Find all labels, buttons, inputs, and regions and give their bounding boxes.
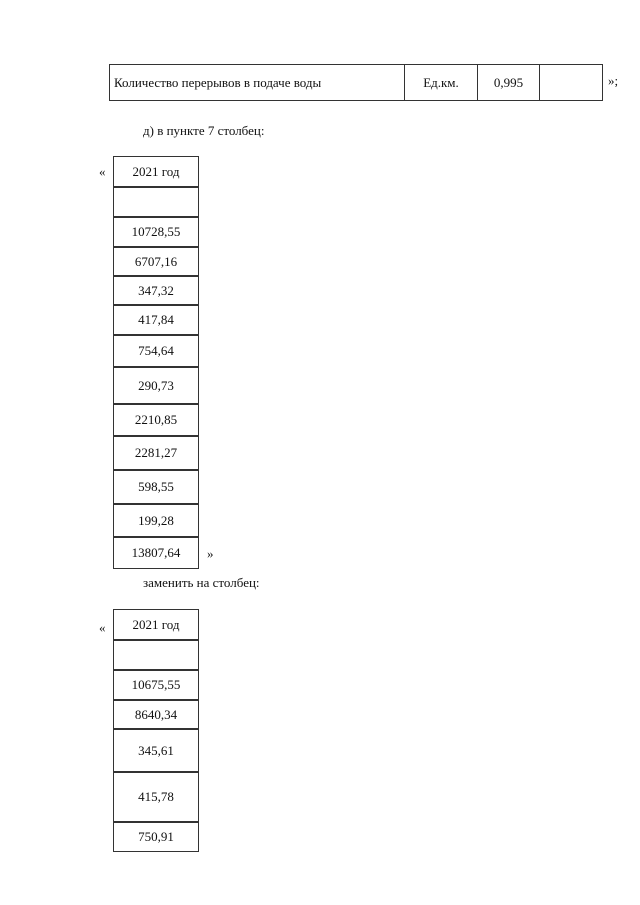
column-header: 2021 год xyxy=(132,163,180,179)
column-value: 417,84 xyxy=(138,312,174,327)
closing-quote: »; xyxy=(608,73,619,88)
column-value: 10675,55 xyxy=(131,677,181,692)
column-value-cell xyxy=(114,537,198,569)
column-value-cell xyxy=(114,729,198,772)
column-value: 347,32 xyxy=(138,282,174,298)
value-label: 0,995 xyxy=(493,74,524,90)
column-value-cell xyxy=(114,335,198,367)
column-value-cell xyxy=(114,367,198,404)
water-interruptions-row xyxy=(109,64,603,101)
old-column-close-quote: » xyxy=(207,546,214,561)
replace-instruction: заменить на столбец: xyxy=(143,575,260,590)
unit-label: Ед.км. xyxy=(423,74,459,90)
column-value: 290,73 xyxy=(138,377,174,393)
column-value-cell xyxy=(114,305,198,335)
column-header: 2021 год xyxy=(132,616,180,632)
column-value: 199,28 xyxy=(138,512,174,528)
column-value: 8640,34 xyxy=(134,706,178,722)
column-value: 345,61 xyxy=(138,742,174,758)
column-value-cell xyxy=(114,504,198,537)
column-header-cell xyxy=(114,609,198,640)
column-value-cell xyxy=(114,470,198,504)
value-cell xyxy=(478,65,540,100)
column-value-cell xyxy=(114,640,198,670)
column-value: 415,78 xyxy=(138,789,174,804)
column-value-cell xyxy=(114,436,198,470)
column-value: 13807,64 xyxy=(131,545,181,560)
row-label: Количество перерывов в подаче воды xyxy=(114,74,322,90)
column-value-cell xyxy=(114,700,198,729)
column-value-cell xyxy=(114,187,198,217)
column-value: 750,91 xyxy=(138,829,174,844)
column-value-cell xyxy=(114,217,198,247)
column-value: 754,64 xyxy=(138,343,174,358)
column-value: 2281,27 xyxy=(134,445,178,460)
column-value: 598,55 xyxy=(138,479,174,494)
column-value-cell xyxy=(114,772,198,822)
empty-cell xyxy=(540,65,602,100)
column-value: 10728,55 xyxy=(131,224,181,239)
old-column-table xyxy=(113,156,199,569)
old-column-open-quote: « xyxy=(99,164,106,179)
column-value-cell xyxy=(114,404,198,436)
new-column-open-quote: « xyxy=(99,620,106,635)
column-value-cell xyxy=(114,822,198,852)
new-column-table xyxy=(113,609,199,852)
column-header-cell xyxy=(114,156,198,187)
unit-cell xyxy=(405,65,478,100)
column-value-cell xyxy=(114,670,198,700)
column-value-cell xyxy=(114,247,198,276)
row-label-cell xyxy=(110,65,405,100)
instruction-d: д) в пункте 7 столбец: xyxy=(143,123,265,138)
column-value: 2210,85 xyxy=(134,412,178,427)
column-value: 6707,16 xyxy=(134,253,178,269)
column-value-cell xyxy=(114,276,198,305)
